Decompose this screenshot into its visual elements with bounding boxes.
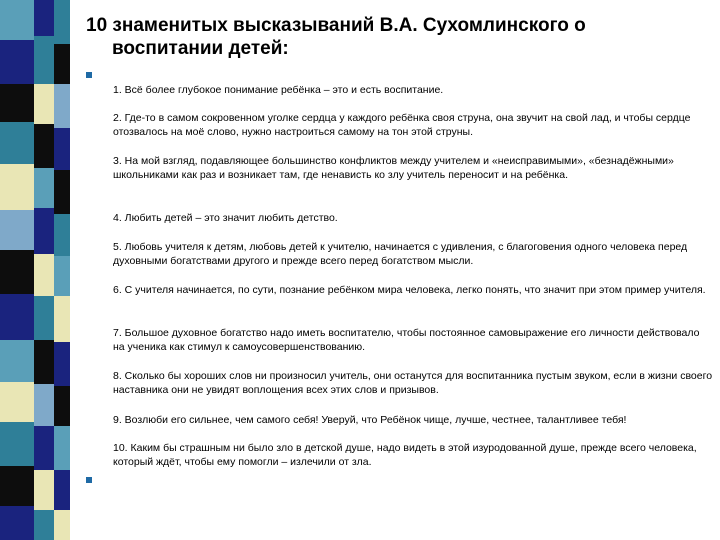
quote-item: 9. Возлюби его сильнее, чем самого себя! Уверуй, что Ребёнок чище, лучше, честнее, талантливее тебя! — [113, 414, 627, 426]
slide-title — [86, 14, 646, 60]
bullet-square-icon — [86, 72, 92, 78]
title-line-2: воспитании детей: — [112, 38, 289, 59]
quote-item: 8. Сколько бы хороших слов ни произносил учитель, они останутся для воспитанника пустым звуком, если в жизни своего наставника они не увидят воплощения всех этих слов и призывов. — [113, 370, 713, 396]
quote-item: 5. Любовь учителя к детям, любовь детей к учителю, начинается с удивления, с благоговения одного человека перед духовными богатствами другого и прежде всего перед богатством мысли. — [113, 241, 688, 267]
quote-item: 7. Большое духовное богатство надо иметь воспитателю, чтобы постоянное самовыражение его личности действовало на ученика как стимул к самоусовершенствованию. — [113, 327, 700, 353]
quote-item: 1. Всё более глубокое понимание ребёнка – это и есть воспитание. — [113, 84, 444, 96]
bullet-square-icon — [86, 477, 92, 483]
quote-item: 4. Любить детей – это значит любить детство. — [113, 212, 338, 224]
quote-item: 2. Где-то в самом сокровенном уголке сердца у каждого ребёнка своя струна, она звучит на свой лад, и чтобы сердце отозвалось на моё слово, нужно настроиться самому на тон этой струны. — [113, 112, 691, 138]
decorative-stripe — [0, 0, 70, 540]
quote-item: 10. Каким бы страшным ни было зло в детской душе, надо видеть в этой изуродованной душе, прежде всего человека, который ждёт, чтобы ему помогли – излечили от зла. — [113, 442, 697, 468]
title-line-1: 10 знаменитых высказываний В.А. Сухомлинского о — [86, 15, 586, 36]
quote-item: 3. На мой взгляд, подавляющее большинство конфликтов между учителем и «неисправимыми», «безнадёжными» школьниками как раз и возникает там, где ненависть ко злу учитель переносит и на ребёнка. — [113, 155, 674, 181]
quote-item: 6. С учителя начинается, по сути, познание ребёнком мира человека, легко понять, что значит при этом пример учителя. — [113, 284, 706, 296]
